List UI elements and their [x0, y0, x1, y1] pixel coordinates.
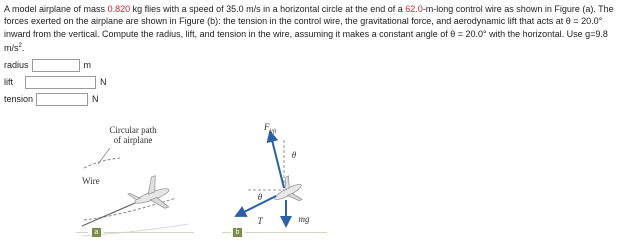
caption-line-1: Circular path	[109, 125, 157, 135]
figure-a-tag: a	[92, 228, 101, 237]
radius-row	[4, 58, 91, 72]
airplane-icon	[125, 173, 174, 219]
lift-label: lift	[4, 77, 13, 87]
figure-b-rule-left	[222, 232, 231, 233]
radius-input[interactable]	[32, 59, 80, 72]
lift-unit: N	[100, 77, 107, 87]
lift-input[interactable]	[25, 76, 96, 89]
control-wire	[82, 200, 142, 226]
wire-length-value: 62.0	[405, 4, 423, 14]
problem-statement	[4, 3, 628, 55]
exponent: 2	[18, 43, 22, 50]
path-arc-top	[84, 158, 120, 168]
figure-b-tag: b	[233, 228, 242, 237]
figure-a-rule-left	[76, 232, 88, 233]
radius-unit: m	[83, 60, 92, 70]
problem-text-4: .	[21, 43, 25, 54]
theta-label-top: θ	[291, 150, 297, 160]
tension-row	[4, 92, 99, 106]
figure-a	[80, 120, 190, 238]
wire-label: Wire	[82, 176, 100, 186]
tension-vector-label: T	[257, 216, 263, 226]
caption-pointer	[98, 148, 110, 164]
caption-line-2: of airplane	[113, 135, 153, 145]
tension-input[interactable]	[36, 93, 88, 106]
problem-text-3: -m-long control wire as shown in Figure (a). The forces exerted on the airplane are shown in Figure (b): the tension in the control wire, the gravitational force, and aerodynamic lift that acts at θ = 20.0° inward from the vertical. Compute the radius, lift, and tension in the wire, assuming it makes a constant angle of θ = 20.0° with the horizontal. Use g=9.8 m/s	[4, 4, 614, 54]
figure-b	[226, 118, 326, 230]
tension-label: tension	[4, 94, 34, 104]
mass-value: 0.820	[107, 4, 131, 14]
lift-vector	[270, 132, 284, 188]
radius-label: radius	[4, 60, 29, 70]
lift-row	[4, 75, 107, 89]
lift-symbol: F	[264, 122, 270, 132]
figure-b-rule-right	[245, 232, 327, 233]
theta-label-bottom: θ	[257, 192, 263, 202]
lift-vector-label	[264, 122, 294, 137]
tension-unit: N	[92, 94, 99, 104]
airplane-icon-b	[268, 173, 307, 211]
problem-text-2: kg flies with a speed of 35.0 m/s in a horizontal circle at the end of a	[130, 4, 406, 14]
lift-subscript: lift	[269, 128, 277, 135]
gravity-vector-label: mg	[298, 214, 310, 224]
figure-a-rule-right	[104, 232, 194, 233]
problem-text-1: A model airplane of mass	[4, 4, 108, 14]
